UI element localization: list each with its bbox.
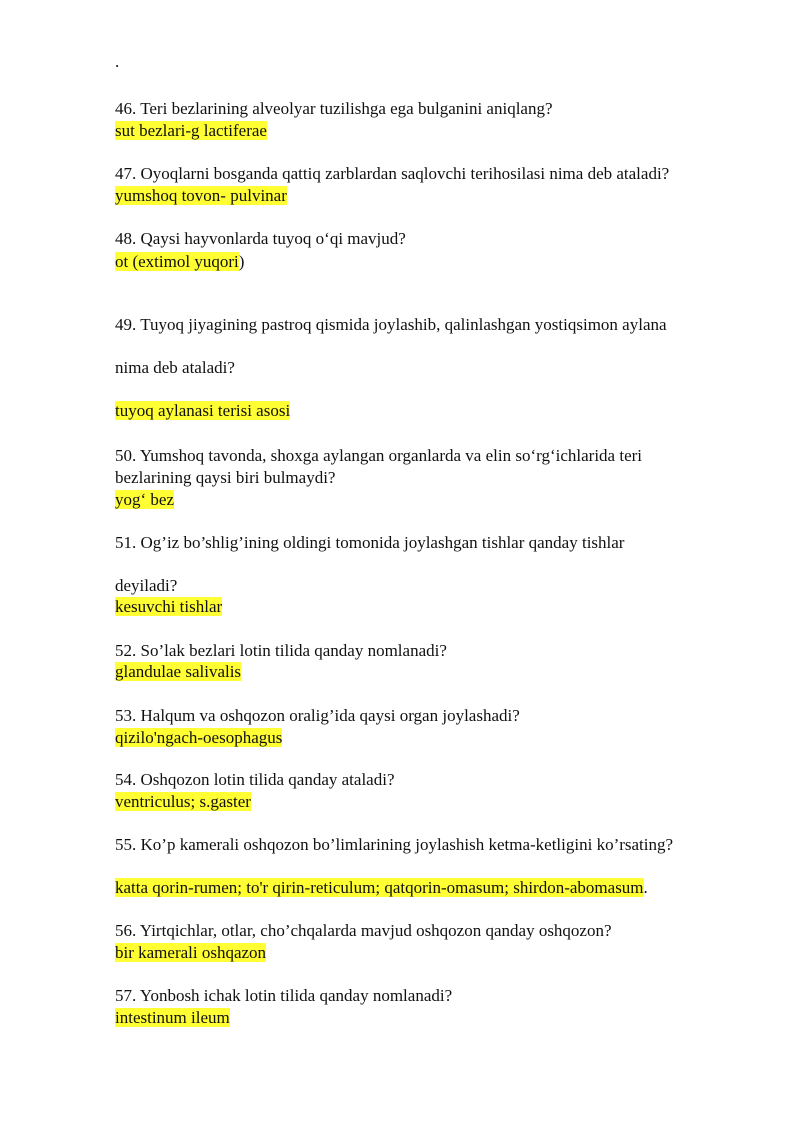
answer-56 bbox=[115, 942, 266, 964]
question-53: 53. Halqum va oshqozon oralig’ida qaysi organ joylashadi? bbox=[115, 706, 520, 725]
answer-55-tail: . bbox=[643, 878, 648, 897]
answer-55-text: katta qorin-rumen; to'r qirin-reticulum; qatqorin-omasum; shirdon-abomasum bbox=[115, 878, 644, 897]
question-50-line2: bezlarining qaysi biri bulmaydi? bbox=[115, 468, 336, 487]
answer-51-text: kesuvchi tishlar bbox=[115, 597, 223, 616]
answer-49 bbox=[115, 400, 290, 422]
answer-57 bbox=[115, 1007, 230, 1029]
question-52: 52. So’lak bezlari lotin tilida qanday nomlanadi? bbox=[115, 641, 447, 660]
answer-57-text: intestinum ileum bbox=[115, 1008, 230, 1027]
answer-46-text: sut bezlari-g lactiferae bbox=[115, 121, 267, 140]
answer-52 bbox=[115, 661, 241, 683]
answer-46 bbox=[115, 120, 267, 142]
answer-47-text: yumshoq tovon- pulvinar bbox=[115, 186, 287, 205]
answer-48-tail: ) bbox=[238, 252, 245, 271]
answer-53-text: qizilo'ngach-oesophagus bbox=[115, 728, 283, 747]
answer-48-text: ot (extimol yuqori bbox=[115, 252, 239, 271]
question-56: 56. Yirtqichlar, otlar, cho’chqalarda mavjud oshqozon qanday oshqozon? bbox=[115, 921, 612, 940]
question-51-line1: 51. Og’iz bo’shlig’ining oldingi tomonida joylashgan tishlar qanday tishlar bbox=[115, 533, 625, 552]
question-48: 48. Qaysi hayvonlarda tuyoq o‘qi mavjud? bbox=[115, 229, 406, 248]
answer-56-text: bir kamerali oshqazon bbox=[115, 943, 267, 962]
answer-52-text: glandulae salivalis bbox=[115, 662, 242, 681]
question-50-line1: 50. Yumshoq tavonda, shoxga aylangan organlarda va elin so‘rg‘ichlarida teri bbox=[115, 446, 643, 465]
answer-49-text: tuyoq aylanasi terisi asosi bbox=[115, 401, 291, 420]
answer-50 bbox=[115, 489, 174, 511]
question-57: 57. Yonbosh ichak lotin tilida qanday nomlanadi? bbox=[115, 986, 453, 1005]
question-46: 46. Teri bezlarining alveolyar tuzilishga ega bulganini aniqlang? bbox=[115, 99, 553, 118]
question-49-line1: 49. Tuyoq jiyagining pastroq qismida joylashib, qalinlashgan yostiqsimon aylana bbox=[115, 315, 667, 334]
answer-53 bbox=[115, 727, 282, 749]
answer-47 bbox=[115, 185, 287, 207]
question-51-line2: deyiladi? bbox=[115, 576, 178, 595]
answer-54 bbox=[115, 791, 251, 813]
answer-48 bbox=[115, 251, 244, 273]
answer-54-text: ventriculus; s.gaster bbox=[115, 792, 251, 811]
question-49-line2: nima deb ataladi? bbox=[115, 358, 235, 377]
question-54: 54. Oshqozon lotin tilida qanday ataladi? bbox=[115, 770, 395, 789]
question-47: 47. Oyoqlarni bosganda qattiq zarblardan saqlovchi terihosilasi nima deb ataladi? bbox=[115, 164, 670, 183]
answer-50-text: yog‘ bez bbox=[115, 490, 175, 509]
question-55: 55. Ko’p kamerali oshqozon bo’limlarining joylashish ketma-ketligini ko’rsating? bbox=[115, 835, 674, 854]
answer-55 bbox=[115, 877, 648, 899]
answer-51 bbox=[115, 596, 222, 618]
lead-mark: . bbox=[115, 52, 120, 71]
